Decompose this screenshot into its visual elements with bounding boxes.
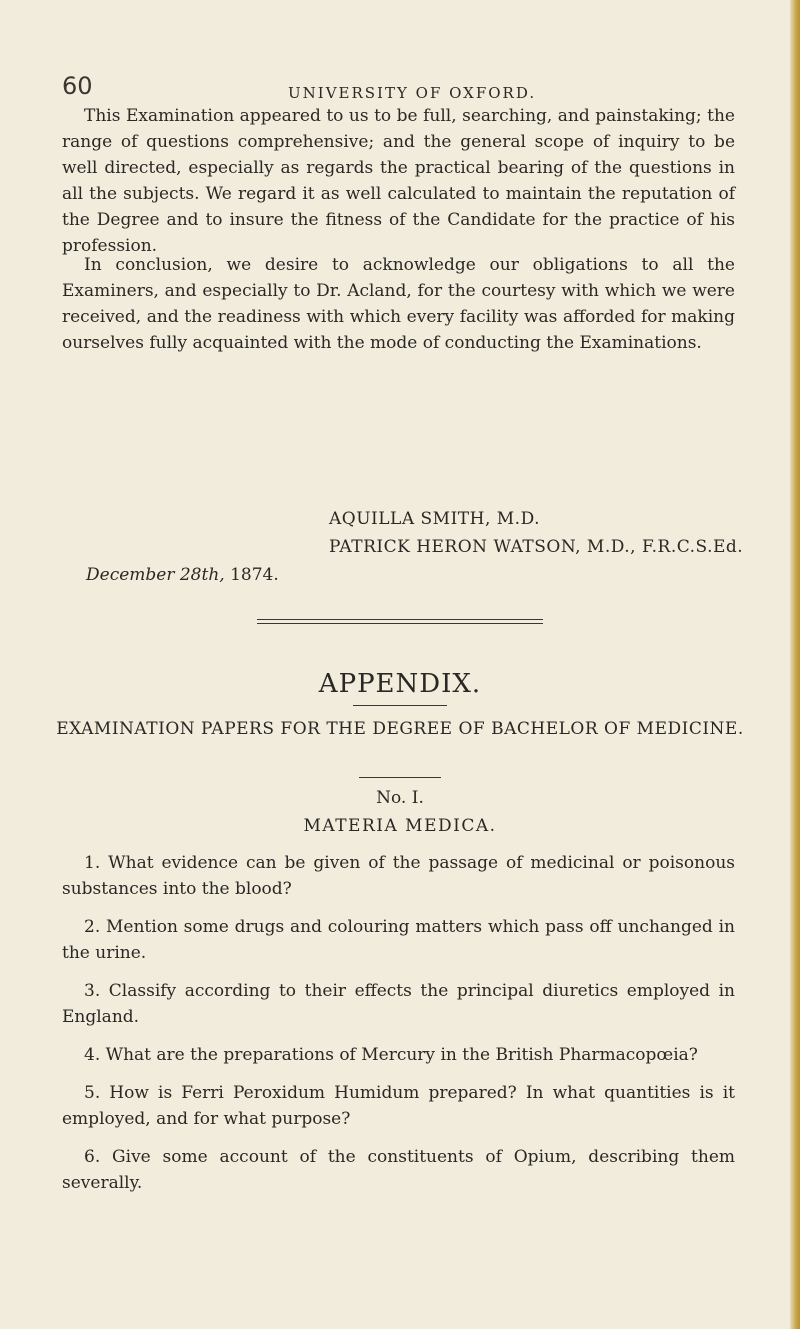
- signature-smith: AQUILLA SMITH, M.D.: [329, 509, 540, 529]
- paragraph-conclusion: [62, 252, 735, 356]
- exam-papers-title: EXAMINATION PAPERS FOR THE DEGREE OF BACHELOR OF MEDICINE.: [56, 719, 744, 739]
- page-number: 60: [62, 72, 93, 100]
- paper-subject: MATERIA MEDICA.: [303, 816, 497, 836]
- question-item: [62, 914, 735, 966]
- signature-watson: PATRICK HERON WATSON, M.D., F.R.C.S.Ed.: [329, 537, 744, 557]
- question-text: 1. What evidence can be given of the passage of medicinal or poisonous substances into the blood?: [62, 853, 735, 899]
- question-item: [62, 850, 735, 902]
- question-text: 2. Mention some drugs and colouring matters which pass off unchanged in the urine.: [62, 917, 735, 963]
- question-item: [62, 1080, 735, 1132]
- running-head: UNIVERSITY OF OXFORD.: [288, 84, 537, 102]
- question-text: 3. Classify according to their effects the principal diuretics employed in England.: [62, 981, 735, 1027]
- paragraph-conclusion-text: In conclusion, we desire to acknowledge our obligations to all the Examiners, and especially to Dr. Acland, for the courtesy with which we were received, and the readiness with which every facility was afforded for making ourselves fully acquainted with the mode of conducting the Examinations.: [62, 255, 735, 353]
- appendix-heading: APPENDIX.: [318, 669, 482, 699]
- question-text: 5. How is Ferri Peroxidum Humidum prepared? In what quantities is it employed, and for what purpose?: [62, 1083, 735, 1129]
- question-text: 6. Give some account of the constituents of Opium, describing them severally.: [62, 1147, 735, 1193]
- divider-rule: [359, 777, 441, 778]
- question-item: [62, 1042, 735, 1068]
- question-item: [62, 1144, 735, 1196]
- report-date: [86, 565, 279, 585]
- report-date-day: December 28th,: [86, 565, 225, 585]
- paragraph-examination-text: This Examination appeared to us to be full, searching, and painstaking; the range of questions comprehensive; and the general scope of inquiry to be well directed, especially as regards the practical bearing of the questions in all the subjects. We regard it as well calculated to maintain the reputation of the Degree and to insure the fitness of the Candidate for the practice of his profession.: [62, 106, 735, 256]
- paragraph-examination: [62, 103, 735, 259]
- divider-rule: [353, 705, 447, 706]
- section-divider: [257, 619, 543, 624]
- paper-number: No. I.: [376, 788, 424, 808]
- page-edge: [790, 0, 800, 1329]
- report-date-year: 1874.: [230, 565, 279, 585]
- question-text: 4. What are the preparations of Mercury in the British Pharmacopœia?: [84, 1045, 698, 1065]
- question-item: [62, 978, 735, 1030]
